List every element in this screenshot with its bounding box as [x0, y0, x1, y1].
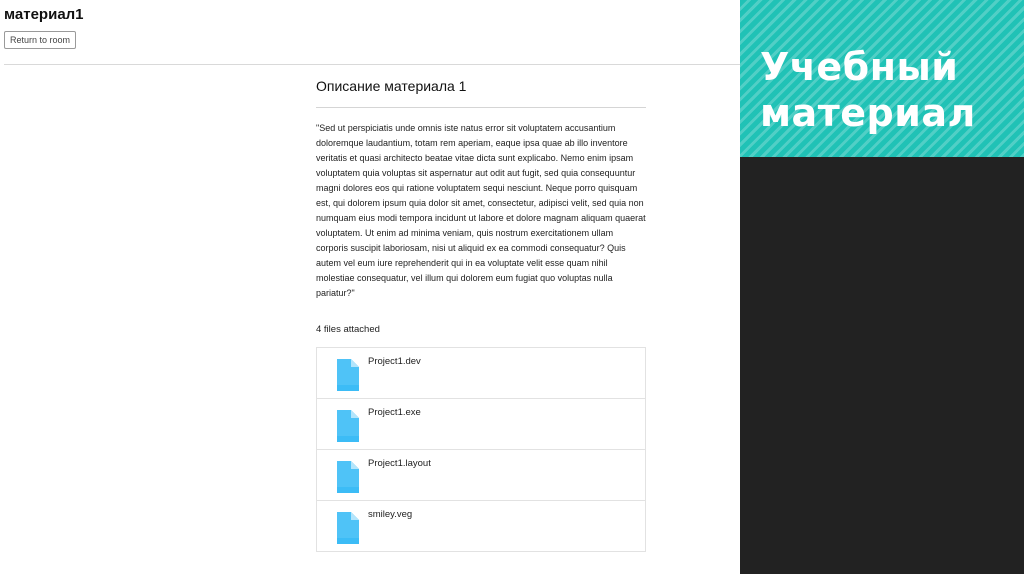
- banner-line-1: Учебный: [760, 45, 959, 89]
- material-description: "Sed ut perspiciatis unde omnis iste natus error sit voluptatem accusantium doloremque laudantium, totam rem aperiam, eaque ipsa quae ab illo inventore veritatis et quasi architecto beatae vitae dicta sunt explicabo. Nemo enim ipsam voluptatem quia voluptas sit aspernatur aut odit aut fugit, sed quia consequuntur magni dolores eos qui ratione voluptatem sequi nesciunt. Neque porro quisquam est, qui dolorem ipsum quia dolor sit amet, consectetur, adipisci velit, sed quia non numquam eius modi tempora incidunt ut labore et dolore magnam aliquam quaerat voluptatem. Ut enim ad minima veniam, quis nostrum exercitationem ullam corporis suscipit laboriosam, nisi ut aliquid ex ea commodi consequatur? Quis autem vel eum iure reprehenderit qui in ea voluptate velit esse quam nihil molestiae consequatur, vel illum qui dolorem eum fugiat quo voluptas nulla pariatur?": [316, 123, 646, 298]
- file-icon: [333, 357, 363, 393]
- material-heading: Описание материала 1: [316, 78, 467, 94]
- file-icon: [333, 459, 363, 495]
- header-divider: [4, 64, 740, 65]
- return-to-room-button[interactable]: Return to room: [4, 31, 76, 49]
- file-icon: [333, 510, 363, 546]
- attached-files-list: [316, 347, 646, 552]
- file-name[interactable]: Project1.dev: [368, 356, 421, 367]
- file-name[interactable]: Project1.exe: [368, 407, 421, 418]
- side-panel: [740, 0, 1024, 574]
- heading-divider: [316, 107, 646, 108]
- page-title: материал1: [4, 6, 84, 23]
- file-item[interactable]: [317, 450, 645, 501]
- file-item[interactable]: [317, 399, 645, 450]
- material-content: [316, 76, 646, 301]
- files-count: 4 files attached: [316, 324, 380, 335]
- banner-title: [760, 44, 976, 136]
- banner-line-2: материал: [760, 91, 976, 135]
- file-item[interactable]: [317, 348, 645, 399]
- file-icon: [333, 408, 363, 444]
- file-name[interactable]: Project1.layout: [368, 458, 431, 469]
- title-banner: [740, 0, 1024, 157]
- file-item[interactable]: [317, 501, 645, 551]
- file-name[interactable]: smiley.veg: [368, 509, 413, 520]
